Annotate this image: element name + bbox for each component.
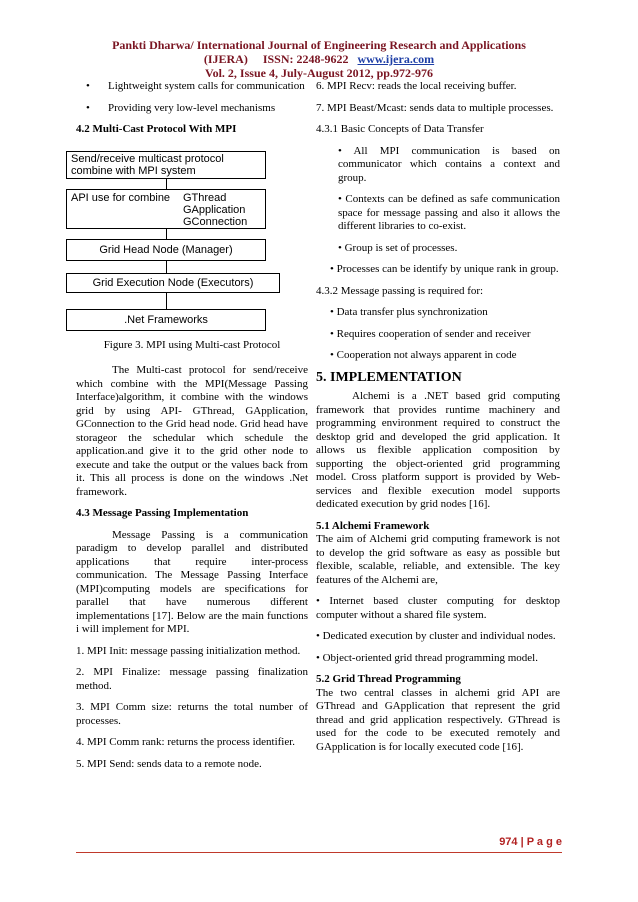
header-ijera: (IJERA) — [203, 52, 248, 66]
section-heading-4-2: 4.2 Multi-Cast Protocol With MPI — [76, 123, 237, 135]
diagram-box-head-node: Grid Head Node (Manager) — [66, 239, 266, 261]
paragraph: The Multi-cast protocol for send/receive which combine with the MPI(Message Passing Interface)algorithm, it combine with the windows grid by using API- GThread, GApplication, GConnection to the Grid head node. Grid head have storageor the schedular which schedule the application.and give it to the grid other node to execute and take the output or the values back from it. This all process is done on the windows .Net framework. — [76, 364, 308, 498]
header-line-1: Pankti Dharwa/ International Journal of Engineering Research and Applications — [112, 38, 526, 52]
left-column — [71, 80, 308, 779]
paragraph: The two central classes in alchemi grid API are GThread and GApplication that represent the grid thread and grid application respectively. GThread is used for the code to be executed remotely and GApplication is for locally executed code [16]. — [316, 686, 560, 753]
list-item: • Lightweight system calls for communication — [86, 80, 305, 92]
diagram-connector — [166, 229, 167, 239]
header-website-link[interactable]: www.ijera.com — [357, 52, 435, 66]
diagram-box-api — [66, 189, 266, 229]
list-item: • Contexts can be defined as safe communication space for message passing and also it allows the different libraries to co-exist. — [338, 193, 560, 232]
figure-caption: Figure 3. MPI using Multi-cast Protocol — [103, 338, 281, 351]
list-item: • Object-oriented grid thread programming model. — [316, 651, 538, 664]
bullet-text: Providing very low-level mechanisms — [108, 101, 276, 114]
mpi-multicast-diagram — [71, 151, 308, 333]
diagram-gconnection: GConnection — [183, 215, 248, 228]
list-item: • Cooperation not always apparent in code — [330, 349, 517, 361]
diagram-gapplication: GApplication — [183, 203, 246, 216]
diagram-connector — [166, 293, 167, 309]
section-heading-4-3-1: 4.3.1 Basic Concepts of Data Transfer — [316, 123, 484, 135]
list-item: • Dedicated execution by cluster and individual nodes. — [316, 630, 556, 642]
diagram-api-label: API use for combine — [71, 191, 171, 204]
list-item: • Group is set of processes. — [338, 241, 458, 254]
journal-header — [0, 38, 638, 80]
diagram-connector — [166, 261, 167, 273]
diagram-box-net-frameworks: .Net Frameworks — [66, 309, 266, 331]
list-item: • Internet based cluster computing for desktop computer without a shared file system. — [316, 595, 560, 621]
footer-divider — [76, 852, 562, 853]
mpi-function-item: 2. MPI Finalize: message passing finalization method. — [76, 666, 308, 692]
section-heading-5-1: 5.1 Alchemi Framework — [316, 519, 430, 532]
bullet-text: Lightweight system calls for communication — [108, 80, 305, 92]
list-item: • Providing very low-level mechanisms — [86, 101, 276, 114]
diagram-gthread: GThread — [183, 191, 227, 204]
header-line-2 — [0, 52, 638, 66]
list-item: • Data transfer plus synchronization — [330, 306, 488, 318]
mpi-function-item: 6. MPI Recv: reads the local receiving buffer. — [316, 80, 517, 92]
section-heading-5-2: 5.2 Grid Thread Programming — [316, 673, 461, 685]
mpi-function-item: 1. MPI Init: message passing initialization method. — [76, 644, 301, 657]
paragraph: The aim of Alchemi grid computing framework is not to develop the grid software as easy as possible but flexible, scalable, reliable, and extensible. The key features of the Alchemi are, — [316, 533, 560, 586]
paragraph: Message Passing is a communication paradigm to develop parallel and distributed applications that require inter-process communication. The Message Passing Interface (MPI)computing models are specifications for parallel that have numerous different implementations [17]. Below are the main functions i will implement for MPI. — [76, 528, 308, 635]
list-item: • Processes can be identify by unique rank in group. — [330, 263, 559, 275]
mpi-function-item: 4. MPI Comm rank: returns the process identifier. — [76, 736, 296, 748]
diagram-connector — [166, 179, 167, 189]
paragraph: Alchemi is a .NET based grid computing framework that provides runtime machinery and programming environment required to construct the desktop grid and developed the grid application. It allows us flexible application composition by supporting the object-oriented grid programming model. Cross platform support is provided by Web-services and flexible execution model supports dedicated execution by grid nodes [16]. — [316, 390, 560, 510]
mpi-function-item: 5. MPI Send: sends data to a remote node. — [76, 757, 262, 770]
diagram-box-execution-node: Grid Execution Node (Executors) — [66, 273, 280, 293]
page-number: 974 | P a g e — [499, 836, 562, 848]
section-heading-5: 5. IMPLEMENTATION — [316, 369, 462, 385]
list-item: • Requires cooperation of sender and receiver — [330, 327, 531, 340]
diagram-box-send-receive: Send/receive multicast protocol combine with MPI system — [66, 151, 266, 179]
mpi-function-item: 3. MPI Comm size: returns the total number of processes. — [76, 701, 308, 727]
section-heading-4-3-2: 4.3.2 Message passing is required for: — [316, 284, 484, 297]
header-issn: ISSN: 2248-9622 — [262, 52, 349, 66]
header-line-3: Vol. 2, Issue 4, July-August 2012, pp.972-976 — [205, 66, 433, 80]
section-heading-4-3: 4.3 Message Passing Implementation — [76, 507, 249, 519]
list-item: • All MPI communication is based on communicator which contains a context and group. — [338, 144, 560, 184]
mpi-function-item: 7. MPI Beast/Mcast: sends data to multiple processes. — [316, 101, 554, 114]
right-column — [316, 80, 560, 762]
